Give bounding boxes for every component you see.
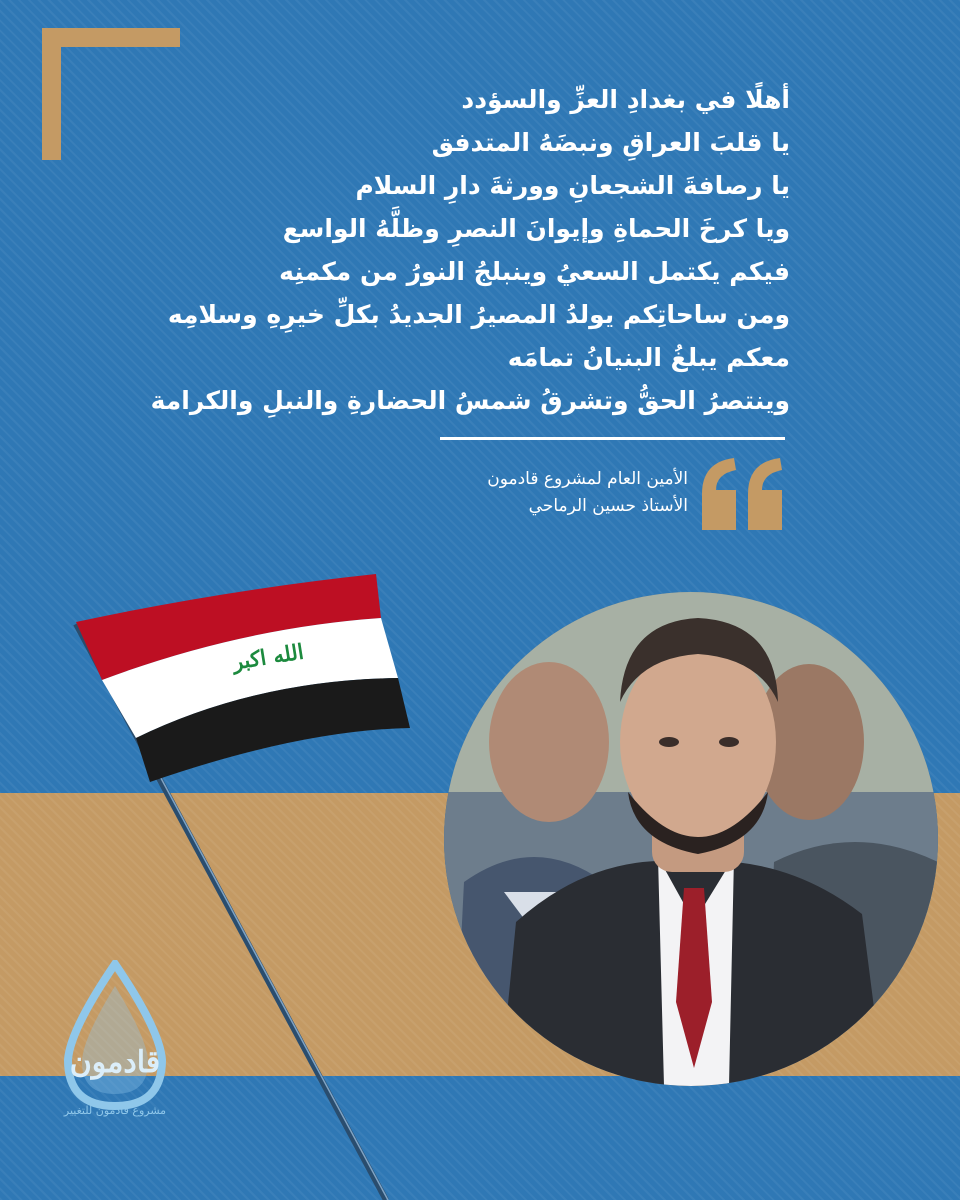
logo-caption: مشروع قادمون للتغيير bbox=[63, 1104, 167, 1117]
poem-line: ويا كرخَ الحماةِ وإيوانَ النصرِ وظلَّهُ الواسع bbox=[282, 214, 790, 243]
quote-icon bbox=[698, 456, 788, 534]
logo-letters: قادمون bbox=[69, 1045, 161, 1080]
corner-bracket-horizontal bbox=[42, 28, 180, 47]
poem-line: فيكم يكتمل السعيُ وينبلجُ النورُ من مكمنِه bbox=[279, 257, 790, 286]
poem-line: ومن ساحاتِكم يولدُ المصيرُ الجديدُ بكلِّ خيرِهِ وسلامِه bbox=[167, 300, 790, 329]
attribution bbox=[420, 466, 688, 520]
poem-line: يا رصافةَ الشجعانِ وورثةَ دارِ السلام bbox=[355, 171, 790, 200]
flag-inscription: الله اكبر bbox=[230, 638, 306, 675]
poem-line: وينتصرُ الحقُّ وتشرقُ شمسُ الحضارةِ والنبلِ والكرامة bbox=[150, 386, 790, 415]
attribution-role: الأمين العام لمشروع قادمون bbox=[487, 469, 688, 489]
corner-bracket-vertical bbox=[42, 28, 61, 160]
poem-line: أهلًا في بغدادِ العزِّ والسؤدد bbox=[461, 85, 790, 114]
poem-line: يا قلبَ العراقِ ونبضَهُ المتدفق bbox=[431, 128, 790, 157]
poem bbox=[110, 78, 790, 422]
poem-line: معكم يبلغُ البنيانُ تمامَه bbox=[507, 343, 790, 372]
portrait-photo bbox=[444, 592, 938, 1086]
qadimoun-logo bbox=[30, 960, 200, 1120]
attribution-name: الأستاذ حسين الرماحي bbox=[528, 496, 688, 516]
divider bbox=[440, 437, 785, 440]
